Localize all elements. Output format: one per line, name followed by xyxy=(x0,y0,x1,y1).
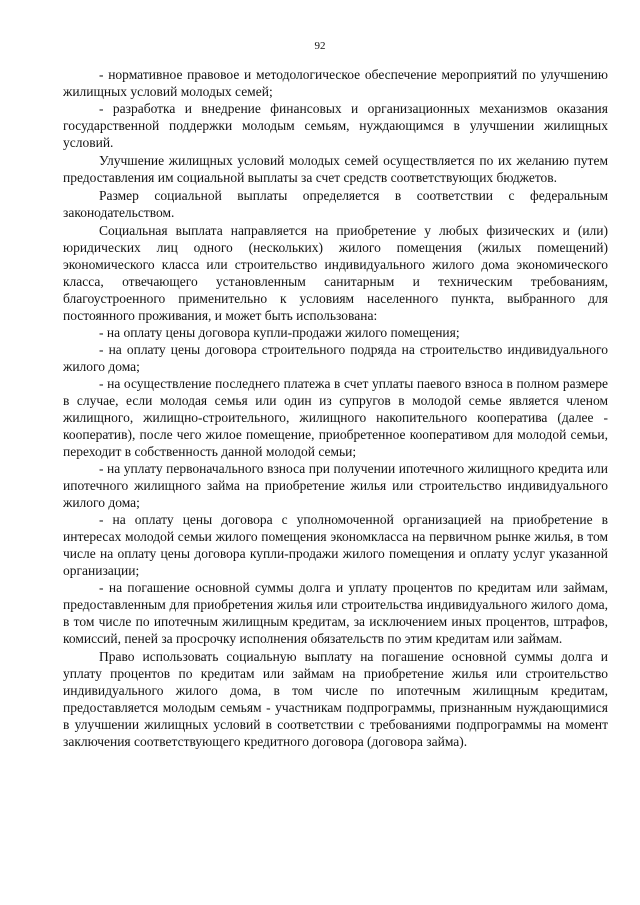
paragraph-bullet-cooperative: - на осуществление последнего платежа в счет уплаты паевого взноса в полном размере в случае, если молодая семья или один из супругов в молодой семье является членом жилищного, жилищно-строительного, жилищного накопительного кооператива (далее - кооператив), после чего жилое помещение, приобретенное кооперативом для молодой семьи, переходит в собственность данной молодой семьи; xyxy=(63,376,608,459)
paragraph-bullet-normative: - нормативное правовое и методологическое обеспечение мероприятий по улучшению жилищных условий молодых семей; xyxy=(63,67,608,99)
paragraph-bullet-authorized-org: - на оплату цены договора с уполномоченной организацией на приобретение в интересах молодой семьи жилого помещения экономкласса на первичном рынке жилья, в том числе на оплату цены договора купли-продажи жилого помещения и оплату услуг указанной организации; xyxy=(63,512,608,578)
paragraph-improvement: Улучшение жилищных условий молодых семей осуществляется по их желанию путем предоставления им социальной выплаты за счет средств соответствующих бюджетов. xyxy=(63,153,608,185)
paragraph-bullet-initial-payment: - на уплату первоначального взноса при получении ипотечного жилищного кредита или ипотечного жилищного займа на приобретение жилья или строительство индивидуального жилого дома; xyxy=(63,461,608,510)
paragraph-bullet-purchase: - на оплату цены договора купли-продажи жилого помещения; xyxy=(99,325,460,340)
paragraph-bullet-construction: - на оплату цены договора строительного подряда на строительство индивидуального жилого дома; xyxy=(63,342,608,374)
document-body xyxy=(63,66,608,750)
paragraph-bullet-loan-repayment: - на погашение основной суммы долга и уплату процентов по кредитам или займам, предоставленным для приобретения жилья или строительства индивидуального жилого дома, в том числе по ипотечным жилищным кредитам, за исключением иных процентов, штрафов, комиссий, пеней за просрочку исполнения обязательств по этим кредитам или займам. xyxy=(63,580,608,646)
paragraph-bullet-mechanisms: - разработка и внедрение финансовых и организационных механизмов оказания государственной поддержки молодым семьям, нуждающимся в улучшении жилищных условий. xyxy=(63,101,608,150)
paragraph-payment-purpose: Социальная выплата направляется на приобретение у любых физических и (или) юридических лиц одного (нескольких) жилого помещения (жилых помещений) экономического класса или строительство индивидуального жилого дома экономического класса, отвечающего установленным санитарным и техническим требованиям, благоустроенного применительно к условиям населенного пункта, выбранного для постоянного проживания, и может быть использована: xyxy=(63,223,608,323)
paragraph-payment-size: Размер социальной выплаты определяется в соответствии с федеральным законодательством. xyxy=(63,188,608,220)
paragraph-right-to-use: Право использовать социальную выплату на погашение основной суммы долга и уплату процентов по кредитам или займам на приобретение жилья или строительство индивидуального жилого дома, в том числе по ипотечным жилищным кредитам, предоставляется молодым семьям - участникам подпрограммы, признанным нуждающимися в улучшении жилищных условий в соответствии с требованиями подпрограммы на момент заключения соответствующего кредитного договора (договора займа). xyxy=(63,649,608,749)
page-number: 92 xyxy=(314,40,326,52)
